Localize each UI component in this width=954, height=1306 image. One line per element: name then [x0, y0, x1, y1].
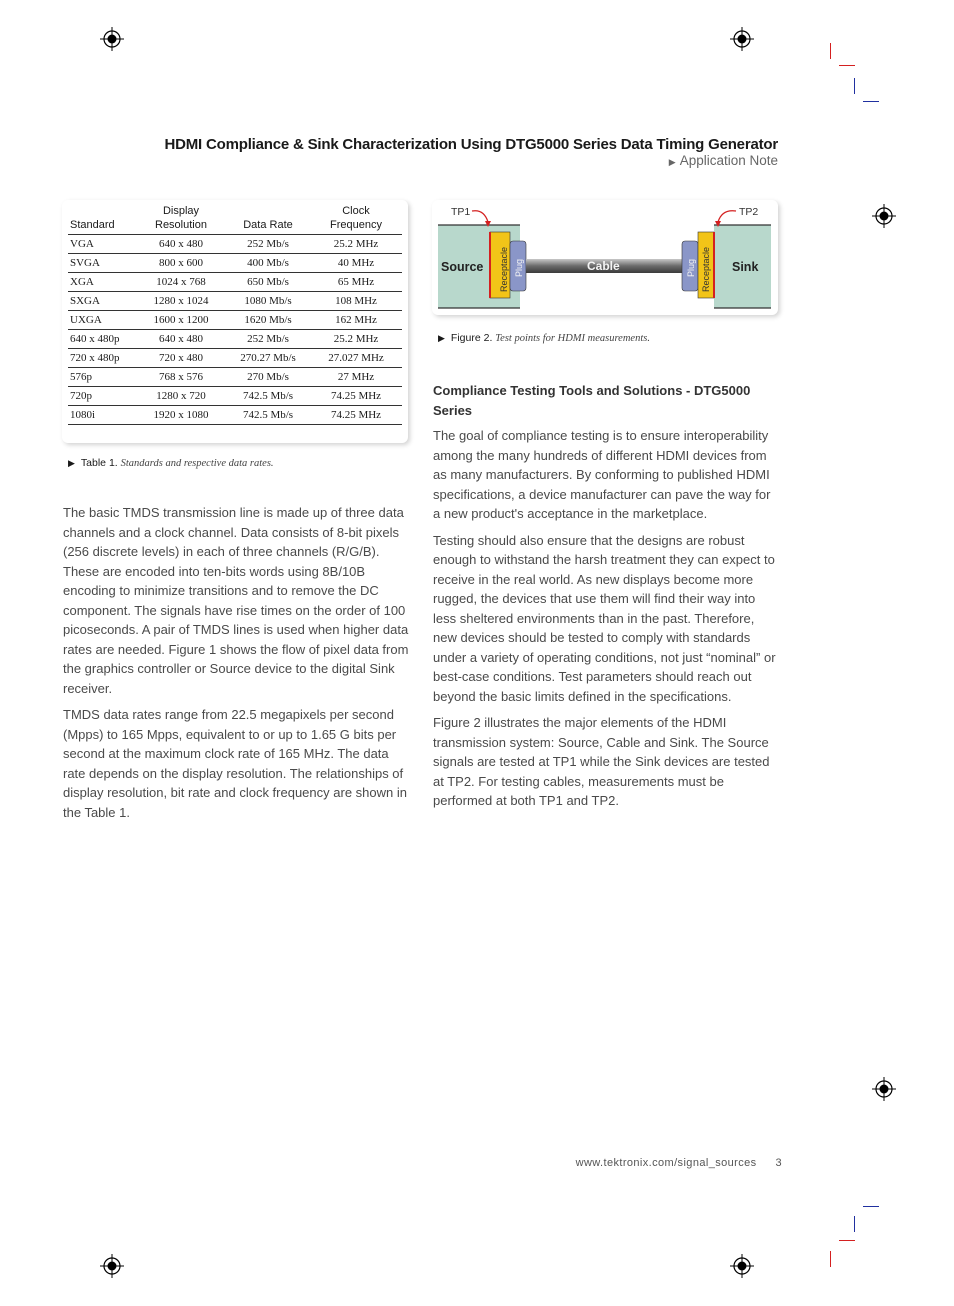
crop-mark — [839, 65, 855, 66]
table-cell: 1920 x 1080 — [136, 406, 226, 425]
table-row — [68, 311, 402, 330]
table-cell: XGA — [68, 273, 136, 292]
triangle-bullet-icon: ▶ — [668, 157, 676, 167]
table-cell: 27 MHz — [310, 368, 402, 387]
triangle-bullet-icon: ▶ — [68, 458, 75, 468]
cable-label: Cable — [587, 259, 620, 273]
tp1-arrow — [472, 211, 488, 222]
hdmi-test-points-diagram — [432, 200, 778, 315]
source-plug-label: Plug — [514, 258, 524, 277]
page-number: 3 — [775, 1157, 782, 1169]
table-cell: 650 Mb/s — [226, 273, 310, 292]
table-cell: 640 x 480p — [68, 330, 136, 349]
table-row — [68, 349, 402, 368]
registration-mark-icon — [730, 1254, 754, 1278]
sink-plug-label: Plug — [686, 258, 696, 277]
table-cell: 1620 Mb/s — [226, 311, 310, 330]
table-cell: 720 x 480 — [136, 349, 226, 368]
table-row — [68, 368, 402, 387]
table-row — [68, 387, 402, 406]
paragraph: TMDS data rates range from 22.5 megapixels per second (Mpps) to 165 Mpps, equivalent to or up to 1.65 G bits per second at the maximum clock rate of 165 MHz. The data rate depends on the display resolution. The relationships of display resolution, bit rate and clock frequency are shown in the Table 1. — [63, 707, 407, 820]
crop-mark — [839, 1240, 855, 1241]
table-cell: 640 x 480 — [136, 330, 226, 349]
table-cell: 400 Mb/s — [226, 254, 310, 273]
footer-url: www.tektronix.com/signal_sources — [575, 1157, 757, 1169]
crop-mark — [830, 1251, 831, 1267]
data-rates-table — [68, 204, 402, 425]
section-heading: Compliance Testing Tools and Solutions - DTG5000 Series — [433, 383, 751, 418]
paragraph: The goal of compliance testing is to ensure interoperability among the many hundreds of different HDMI devices from as many manufacturers. By conforming to published HDMI specifications, a device manufacturer can pave the way for a new product's acceptance in the marketplace. — [433, 428, 771, 521]
sink-label: Sink — [732, 260, 759, 274]
table-cell: 1080 Mb/s — [226, 292, 310, 311]
table-cell: SXGA — [68, 292, 136, 311]
table-cell: 25.2 MHz — [310, 330, 402, 349]
paragraph: Testing should also ensure that the designs are robust enough to withstand the harsh treatment they can expect to receive in the real world. As new displays become more rugged, the devices that use them will find their way into less sheltered environments than in the past. Therefore, new devices should be tested to comply with standards under a variety of operating conditions, not just “nominal” or best-case conditions. Test parameters should reach out beyond the basic limits defined in the specifications. — [433, 532, 776, 704]
page-subtitle — [669, 153, 778, 168]
source-receptacle-label: Receptacle — [499, 246, 509, 292]
table-cell: 270 Mb/s — [226, 368, 310, 387]
table-cell: 576p — [68, 368, 136, 387]
registration-mark-icon — [730, 27, 754, 51]
registration-mark-icon — [100, 1254, 124, 1278]
paragraph: The basic TMDS transmission line is made up of three data channels and a clock channel. Data consists of 8-bit pixels (256 discrete levels) in each of three channels (R/G/B). These are encoded into ten-bits words using 8B/10B encoding to minimize transitions and to remove the DC component. The signals have rise times on the order of 100 picoseconds. A pair of TMDS lines is used when higher data rates are needed. Figure 1 shows the flow of pixel data from the graphics controller or Source device to the digital Sink receiver. — [63, 505, 409, 696]
source-label: Source — [441, 260, 484, 274]
triangle-bullet-icon: ▶ — [438, 333, 445, 343]
table-row — [68, 273, 402, 292]
table-cell: 1280 x 1024 — [136, 292, 226, 311]
table-cell: 742.5 Mb/s — [226, 406, 310, 425]
table-header-row — [68, 204, 402, 235]
table-row — [68, 406, 402, 425]
page-title: HDMI Compliance & Sink Characterization Using DTG5000 Series Data Timing Generator — [164, 136, 778, 153]
table-cell: 25.2 MHz — [310, 235, 402, 254]
column-header: Display Resolution — [136, 204, 226, 235]
sink-receptacle-label: Receptacle — [701, 246, 711, 292]
table-cell: 270.27 Mb/s — [226, 349, 310, 368]
table-cell: 252 Mb/s — [226, 235, 310, 254]
table-cell: 1024 x 768 — [136, 273, 226, 292]
table-cell: 108 MHz — [310, 292, 402, 311]
table-cell: 74.25 MHz — [310, 406, 402, 425]
crop-mark — [863, 101, 879, 102]
left-column-text — [63, 503, 413, 829]
table-cell: 720p — [68, 387, 136, 406]
figure-caption: ▶ Figure 2. Test points for HDMI measurements. — [438, 332, 650, 344]
table-cell: 1280 x 720 — [136, 387, 226, 406]
registration-mark-icon — [872, 1077, 896, 1101]
paragraph: Figure 2 illustrates the major elements of the HDMI transmission system: Source, Cable and Sink. The Source signals are tested at TP1 while the Sink devices are tested at TP2. For testing cables, measurements must be performed at both TP1 and TP2. — [433, 715, 770, 808]
crop-mark — [830, 43, 831, 59]
tp1-label: TP1 — [451, 206, 471, 218]
page-footer — [576, 1157, 782, 1169]
column-header: Data Rate — [226, 204, 310, 235]
right-column-text — [433, 426, 781, 818]
table-cell: 1080i — [68, 406, 136, 425]
subtitle-text: Application Note — [679, 153, 778, 168]
crop-mark — [854, 78, 855, 94]
column-header: Standard — [68, 204, 136, 235]
table-cell: 800 x 600 — [136, 254, 226, 273]
column-header: Clock Frequency — [310, 204, 402, 235]
table-cell: UXGA — [68, 311, 136, 330]
crop-mark — [854, 1216, 855, 1232]
table-cell: 742.5 Mb/s — [226, 387, 310, 406]
table-cell: 252 Mb/s — [226, 330, 310, 349]
table-row — [68, 254, 402, 273]
table-cell: 40 MHz — [310, 254, 402, 273]
table-cell: SVGA — [68, 254, 136, 273]
table-cell: VGA — [68, 235, 136, 254]
table-caption: ▶ Table 1. Standards and respective data rates. — [68, 457, 274, 469]
table-cell: 65 MHz — [310, 273, 402, 292]
registration-mark-icon — [872, 204, 896, 228]
table-cell: 1600 x 1200 — [136, 311, 226, 330]
tp2-label: TP2 — [739, 206, 759, 218]
table-cell: 720 x 480p — [68, 349, 136, 368]
table-cell: 162 MHz — [310, 311, 402, 330]
table-cell: 640 x 480 — [136, 235, 226, 254]
table-row — [68, 235, 402, 254]
tp2-arrow — [718, 211, 736, 222]
registration-mark-icon — [100, 27, 124, 51]
table-row — [68, 292, 402, 311]
table-row — [68, 330, 402, 349]
table-cell: 27.027 MHz — [310, 349, 402, 368]
table-cell: 768 x 576 — [136, 368, 226, 387]
crop-mark — [863, 1206, 879, 1207]
table-cell: 74.25 MHz — [310, 387, 402, 406]
